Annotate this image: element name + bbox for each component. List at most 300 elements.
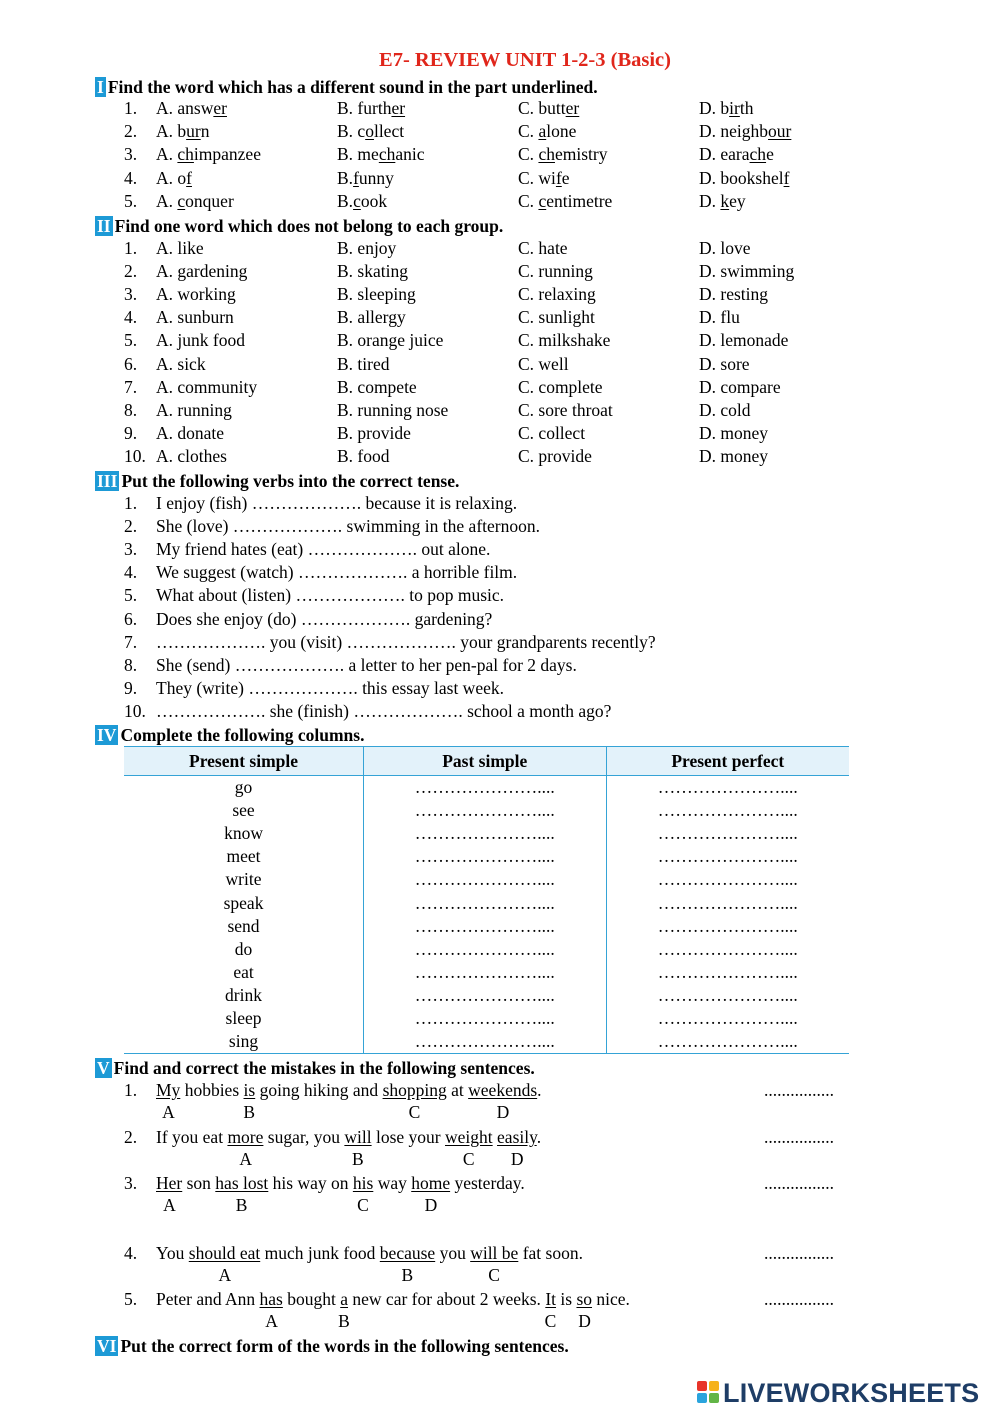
question-number: 7. — [124, 376, 138, 397]
question-row — [0, 143, 1000, 166]
underlined-option[interactable]: because — [379, 1243, 436, 1263]
question-number: 4. — [124, 562, 138, 583]
table-row — [124, 776, 849, 800]
choice-d[interactable] — [699, 120, 791, 143]
option-letter-d: D — [578, 1311, 591, 1331]
underlined-option[interactable]: My — [156, 1080, 181, 1100]
choice-text: unny — [358, 167, 394, 188]
sentence-fragment: sugar, you — [263, 1127, 345, 1147]
option-letter-c: C — [357, 1195, 369, 1215]
choice-text: impanzee — [193, 144, 261, 165]
question-number: 6. — [124, 353, 138, 374]
underlined-sound: ch — [177, 144, 194, 165]
sentence-fragment: bought — [282, 1289, 341, 1309]
choice-c[interactable]: C. sunlight — [518, 307, 595, 328]
option-letter-c: C — [408, 1102, 421, 1122]
choice-b[interactable]: B. orange juice — [337, 330, 444, 351]
choice-c[interactable]: C. collect — [518, 422, 586, 443]
choice-text: B. — [337, 190, 354, 211]
section-instruction: Put the correct form of the words in the following sentences. — [120, 1336, 569, 1356]
verb-present-simple: meet — [226, 846, 261, 867]
sentence-text: She (send) ………………. a letter to her pen-pal for 2 days. — [156, 654, 577, 675]
choice-text: emistry — [554, 144, 608, 165]
page-title: E7- REVIEW UNIT 1-2-3 (Basic) — [379, 49, 671, 71]
option-letter-c: C — [544, 1311, 557, 1331]
choice-b[interactable]: B. enjoy — [337, 238, 397, 258]
sentence-text: Does she enjoy (do) ………………. gardening? — [156, 608, 493, 629]
question-number: 2. — [124, 261, 138, 282]
option-letter-a: A — [265, 1311, 278, 1331]
choice-text: D. b — [699, 98, 730, 118]
sentence-text — [156, 1288, 630, 1311]
question-row — [0, 399, 1000, 422]
underlined-sound: c — [538, 190, 547, 211]
choice-a[interactable]: A. running — [156, 399, 232, 420]
underlined-sound: f — [783, 167, 790, 188]
choice-text: A. — [156, 190, 178, 211]
option-letter-c: C — [488, 1265, 500, 1285]
choice-c[interactable] — [518, 167, 570, 190]
choice-text: ey — [729, 190, 746, 211]
choice-b[interactable]: B. sleeping — [337, 284, 416, 305]
option-letters — [0, 1101, 1000, 1123]
underlined-sound: f — [353, 167, 359, 188]
section-3-heading — [95, 470, 459, 492]
table-row — [124, 868, 849, 891]
choice-text: A. b — [156, 121, 187, 142]
question-number: 4. — [124, 167, 138, 188]
section-instruction: Find the word which has a different sound in the part underlined. — [107, 77, 598, 97]
sentence-fragment: is — [556, 1289, 577, 1309]
sentence-fragment: . — [537, 1080, 542, 1100]
choice-text: n — [200, 121, 210, 142]
present-perfect-blank[interactable]: ………………….... — [657, 869, 798, 890]
choice-text: llect — [373, 121, 405, 142]
verb-present-simple: go — [234, 777, 253, 798]
choice-a[interactable] — [156, 143, 261, 166]
sentence-text: She (love) ………………. swimming in the afternoon. — [156, 516, 540, 537]
present-perfect-blank[interactable]: ………………….... — [657, 823, 798, 844]
past-simple-blank[interactable]: ………………….... — [364, 776, 606, 800]
option-letters — [0, 1194, 1000, 1216]
past-simple-blank[interactable]: ………………….... — [364, 915, 606, 938]
sentence-fragment: at — [446, 1080, 469, 1100]
sentence-row — [0, 1288, 1000, 1311]
option-letters — [0, 1148, 1000, 1170]
choice-c[interactable]: C. provide — [518, 445, 592, 466]
underlined-sound: k — [720, 190, 730, 211]
question-number: 1. — [124, 1080, 138, 1100]
table-row — [124, 961, 849, 984]
present-perfect-blank[interactable]: ………………….... — [657, 938, 798, 959]
section-5-heading — [95, 1057, 535, 1079]
underlined-sound: ch — [749, 144, 767, 165]
choice-a[interactable] — [156, 120, 209, 143]
column-header-present-perfect: Present perfect — [606, 747, 849, 776]
past-simple-blank[interactable]: ………………….... — [364, 984, 606, 1007]
table-row — [124, 938, 849, 961]
option-letter-c: C — [462, 1149, 475, 1169]
choice-a[interactable] — [156, 167, 192, 190]
question-row — [0, 167, 1000, 190]
option-letter-b: B — [401, 1265, 414, 1285]
option-letter-b: B — [243, 1102, 256, 1122]
underlined-option[interactable]: will — [344, 1127, 372, 1147]
answer-blank[interactable]: ................ — [764, 1243, 834, 1263]
question-number: 9. — [124, 422, 138, 443]
underlined-option[interactable]: has lost — [215, 1173, 269, 1193]
choice-b[interactable] — [337, 97, 405, 120]
present-perfect-blank[interactable]: ………………….... — [657, 846, 798, 867]
choice-d[interactable]: D. money — [699, 422, 769, 443]
choice-c[interactable] — [518, 97, 579, 120]
choice-b[interactable]: B. food — [337, 445, 390, 466]
question-row — [0, 422, 1000, 445]
underlined-sound: ch — [538, 144, 555, 165]
choice-a[interactable]: A. like — [156, 238, 204, 258]
choice-a[interactable]: A. working — [156, 284, 236, 305]
sentence-fragment: yesterday. — [450, 1173, 525, 1193]
past-simple-blank[interactable]: ………………….... — [364, 868, 606, 891]
section-badge: V — [97, 1058, 110, 1078]
choice-b[interactable] — [337, 143, 425, 166]
choice-b[interactable]: B. allergy — [337, 307, 406, 328]
sentence-text — [156, 1079, 542, 1102]
underlined-option[interactable]: Her — [156, 1173, 183, 1193]
question-row — [0, 306, 1000, 329]
sentence-row — [0, 584, 1000, 607]
choice-c[interactable]: C. running — [518, 261, 593, 282]
choice-d[interactable]: D. cold — [699, 399, 751, 420]
section-1-heading — [95, 76, 598, 98]
underlined-option[interactable]: home — [411, 1173, 451, 1193]
past-simple-blank[interactable]: ………………….... — [364, 961, 606, 984]
question-number: 8. — [124, 399, 138, 420]
question-row — [0, 329, 1000, 352]
choice-b[interactable] — [337, 167, 394, 190]
column-header-past-simple: Past simple — [364, 747, 606, 776]
choice-d[interactable] — [699, 97, 753, 120]
verb-present-simple: sleep — [225, 1007, 262, 1028]
choice-text: entimetre — [546, 190, 613, 211]
sentence-row — [0, 700, 1000, 723]
section-badge: IV — [97, 725, 117, 745]
table-row — [124, 915, 849, 938]
underlined-sound: er — [565, 98, 580, 118]
section-badge: II — [97, 216, 111, 236]
answer-blank[interactable]: ................ — [764, 1173, 834, 1193]
choice-text: C. — [518, 121, 539, 142]
choice-d[interactable]: D. flu — [699, 307, 740, 328]
choice-c[interactable]: C. complete — [518, 376, 603, 397]
choice-d[interactable]: D. sore — [699, 353, 750, 374]
question-number: 5. — [124, 190, 138, 211]
verb-present-simple: do — [234, 938, 253, 959]
underlined-option[interactable]: has — [259, 1289, 283, 1309]
choice-d[interactable]: D. swimming — [699, 261, 795, 282]
choice-d[interactable] — [699, 167, 789, 190]
option-letter-b: B — [235, 1195, 248, 1215]
underlined-sound: our — [768, 121, 792, 142]
question-number: 5. — [124, 330, 138, 351]
choice-text: A. o — [156, 167, 187, 188]
past-simple-blank[interactable]: ………………….... — [364, 1007, 606, 1030]
question-row — [0, 445, 1000, 468]
sentence-fragment: way — [373, 1173, 412, 1193]
choice-text: e — [766, 144, 774, 165]
choice-b[interactable]: B. skating — [337, 261, 408, 282]
present-perfect-blank[interactable]: ………………….... — [657, 961, 798, 982]
past-simple-blank[interactable]: ………………….... — [364, 822, 606, 845]
choice-c[interactable]: C. milkshake — [518, 330, 611, 351]
sentence-fragment: Peter and Ann — [156, 1289, 260, 1309]
past-simple-blank[interactable]: ………………….... — [364, 845, 606, 868]
choice-text: D. neighb — [699, 121, 769, 142]
underlined-option[interactable]: easily — [497, 1127, 537, 1147]
table-row — [124, 984, 849, 1007]
option-letter-a: A — [218, 1265, 232, 1285]
choice-text: D. — [699, 190, 721, 211]
sentence-text: What about (listen) ………………. to pop music. — [156, 585, 505, 606]
choice-b[interactable]: B. running nose — [337, 399, 449, 420]
choice-text: A. answ — [156, 98, 214, 118]
choice-d[interactable] — [699, 143, 774, 166]
question-number: 3. — [124, 284, 138, 305]
choice-c[interactable] — [518, 143, 607, 166]
choice-a[interactable]: A. gardening — [156, 261, 248, 282]
choice-text: lone — [546, 121, 577, 142]
underlined-option[interactable]: his — [352, 1173, 374, 1193]
verb-present-simple: know — [224, 823, 263, 844]
table-row — [124, 799, 849, 822]
choice-c[interactable]: C. well — [518, 353, 569, 374]
option-letter-b: B — [338, 1311, 350, 1331]
choice-b[interactable] — [337, 190, 387, 213]
past-simple-blank[interactable]: ………………….... — [364, 938, 606, 961]
column-header-present-simple: Present simple — [124, 747, 364, 776]
choice-c[interactable]: C. hate — [518, 238, 568, 258]
choice-b[interactable] — [337, 120, 404, 143]
sentence-row — [0, 1079, 1000, 1102]
choice-b[interactable]: B. tired — [337, 353, 390, 374]
sentence-row — [0, 492, 1000, 515]
table-row — [124, 1007, 849, 1030]
choice-b[interactable]: B. compete — [337, 376, 417, 397]
underlined-sound: ir — [729, 98, 740, 118]
question-number: 4. — [124, 307, 138, 328]
sentence-fragment: lose your — [371, 1127, 446, 1147]
table-row — [124, 1030, 849, 1054]
sentence-row — [0, 1126, 1000, 1149]
choice-c[interactable]: C. relaxing — [518, 284, 596, 305]
underlined-option[interactable]: It — [545, 1289, 557, 1309]
section-badge: III — [97, 471, 118, 491]
choice-d[interactable]: D. resting — [699, 284, 769, 305]
question-number: 7. — [124, 631, 138, 652]
choice-text: C. — [518, 144, 539, 165]
choice-text: B. me — [337, 144, 379, 165]
choice-c[interactable] — [518, 120, 576, 143]
question-row — [0, 97, 1000, 120]
sentence-row — [0, 538, 1000, 561]
choice-a[interactable]: A. community — [156, 376, 258, 397]
option-letter-a: A — [239, 1149, 253, 1169]
question-row — [0, 237, 1000, 260]
choice-a[interactable] — [156, 97, 227, 120]
present-perfect-blank[interactable]: ………………….... — [657, 800, 798, 821]
choice-text: D. bookshel — [699, 167, 784, 188]
question-row — [0, 376, 1000, 399]
choice-text: onquer — [185, 190, 234, 211]
question-number: 5. — [124, 585, 138, 606]
choice-a[interactable]: A. clothes — [156, 445, 227, 466]
choice-text: C. — [518, 190, 539, 211]
sentence-row — [0, 608, 1000, 631]
underlined-sound: er — [213, 98, 227, 118]
section-badge: VI — [97, 1336, 117, 1356]
sentence-text: My friend hates (eat) ………………. out alone. — [156, 539, 491, 560]
present-perfect-blank[interactable]: ………………….... — [657, 1007, 798, 1028]
question-number: 2. — [124, 121, 138, 142]
section-instruction: Find one word which does not belong to each group. — [114, 216, 504, 236]
sentence-text: ………………. she (finish) ………………. school a month ago? — [156, 700, 612, 721]
present-perfect-blank[interactable]: ………………….... — [657, 892, 798, 913]
present-perfect-blank[interactable]: ………………….... — [657, 777, 798, 798]
sentence-fragment: his way on — [268, 1173, 353, 1193]
question-number: 2. — [124, 516, 138, 537]
sentence-fragment: You — [156, 1243, 189, 1263]
sentence-fragment: going hiking and — [255, 1080, 383, 1100]
underlined-option[interactable]: is — [243, 1080, 256, 1100]
choice-text: anic — [395, 144, 425, 165]
choice-a[interactable]: A. junk food — [156, 330, 245, 351]
sentence-text: We suggest (watch) ………………. a horrible film. — [156, 562, 518, 583]
question-number: 1. — [124, 493, 138, 513]
underlined-sound: o — [365, 121, 374, 142]
choice-text: th — [739, 98, 754, 118]
choice-a[interactable] — [156, 190, 234, 213]
question-row — [0, 353, 1000, 376]
verb-present-simple: drink — [225, 984, 262, 1005]
choice-d[interactable]: D. money — [699, 445, 769, 466]
option-letter-a: A — [163, 1195, 176, 1215]
choice-c[interactable]: C. sore throat — [518, 399, 613, 420]
logo-icon — [697, 1381, 721, 1405]
option-letters — [0, 1264, 1000, 1286]
underlined-option[interactable]: a — [340, 1289, 349, 1309]
underlined-sound: er — [391, 98, 406, 118]
option-letter-d: D — [510, 1149, 524, 1169]
underlined-option[interactable]: weight — [445, 1127, 493, 1147]
question-number: 3. — [124, 144, 138, 165]
underlined-option[interactable]: more — [227, 1127, 264, 1147]
verb-present-simple: write — [225, 869, 262, 890]
underlined-option[interactable]: will be — [470, 1243, 519, 1263]
sentence-text: I enjoy (fish) ………………. because it is relaxing. — [156, 493, 518, 513]
choice-text: B. furth — [337, 98, 392, 118]
sentence-row — [0, 677, 1000, 700]
choice-text: B. — [337, 167, 354, 188]
answer-blank[interactable]: ................ — [764, 1127, 834, 1147]
present-perfect-blank[interactable]: ………………….... — [657, 984, 798, 1005]
question-number: 2. — [124, 1127, 138, 1147]
table-row — [124, 845, 849, 868]
sentence-fragment: you — [435, 1243, 471, 1263]
sentence-row — [0, 561, 1000, 584]
underlined-option[interactable]: should eat — [188, 1243, 261, 1263]
option-letter-d: D — [424, 1195, 438, 1215]
present-perfect-blank[interactable]: ………………….... — [606, 1030, 849, 1054]
underlined-option[interactable]: shopping — [382, 1080, 447, 1100]
section-2-heading — [95, 215, 503, 237]
choice-b[interactable]: B. provide — [337, 422, 411, 443]
question-number: 6. — [124, 608, 138, 629]
option-letter-b: B — [351, 1149, 364, 1169]
sentence-row — [0, 1172, 1000, 1195]
sentence-text: ………………. you (visit) ………………. your grandparents recently? — [156, 631, 656, 652]
choice-d[interactable]: D. love — [699, 238, 751, 258]
choice-text: C. wi — [518, 167, 556, 188]
choice-text: e — [561, 167, 570, 188]
sentence-fragment: nice. — [592, 1289, 630, 1309]
underlined-sound: ch — [378, 144, 396, 165]
verb-present-simple: eat — [233, 961, 254, 982]
answer-blank[interactable]: ................ — [764, 1289, 834, 1309]
choice-a[interactable]: A. donate — [156, 422, 225, 443]
choice-d[interactable]: D. compare — [699, 376, 781, 397]
table-row — [124, 891, 849, 914]
sentence-fragment: fat soon. — [518, 1243, 583, 1263]
underlined-option[interactable]: weekends — [468, 1080, 538, 1100]
table-row — [124, 822, 849, 845]
sentence-text — [156, 1242, 583, 1265]
question-number: 5. — [124, 1289, 138, 1309]
question-row — [0, 260, 1000, 283]
past-simple-blank[interactable]: ………………….... — [364, 799, 606, 822]
option-letter-a: A — [162, 1102, 175, 1122]
present-perfect-blank[interactable]: ………………….... — [657, 915, 798, 936]
sentence-fragment: If you eat — [156, 1127, 228, 1147]
choice-a[interactable]: A. sunburn — [156, 307, 234, 328]
choice-d[interactable]: D. lemonade — [699, 330, 789, 351]
sentence-text — [156, 1172, 525, 1195]
question-number: 8. — [124, 654, 138, 675]
section-instruction: Put the following verbs into the correct tense. — [121, 471, 460, 491]
underlined-sound: c — [177, 190, 186, 211]
liveworksheets-logo — [697, 1378, 979, 1408]
question-number: 3. — [124, 1173, 138, 1193]
answer-blank[interactable]: ................ — [764, 1080, 834, 1100]
verb-present-simple: send — [227, 915, 260, 936]
choice-a[interactable]: A. sick — [156, 353, 206, 374]
underlined-sound: f — [186, 167, 192, 188]
past-simple-blank[interactable]: ………………….... — [364, 1030, 606, 1054]
choice-text: ook — [360, 190, 388, 211]
past-simple-blank[interactable]: ………………….... — [364, 891, 606, 914]
underlined-option[interactable]: so — [576, 1289, 593, 1309]
choice-text: C. butt — [518, 98, 566, 118]
section-6-heading — [95, 1335, 569, 1357]
verb-present-simple: speak — [223, 892, 264, 913]
sentence-fragment: . — [536, 1127, 542, 1147]
question-number: 10. — [124, 445, 146, 466]
sentence-row — [0, 654, 1000, 677]
choice-d[interactable] — [699, 190, 746, 213]
choice-c[interactable] — [518, 190, 612, 213]
choice-text: A. — [156, 144, 178, 165]
verb-present-simple: sing — [124, 1030, 364, 1054]
logo-text: LIVEWORKSHEETS — [723, 1378, 980, 1408]
